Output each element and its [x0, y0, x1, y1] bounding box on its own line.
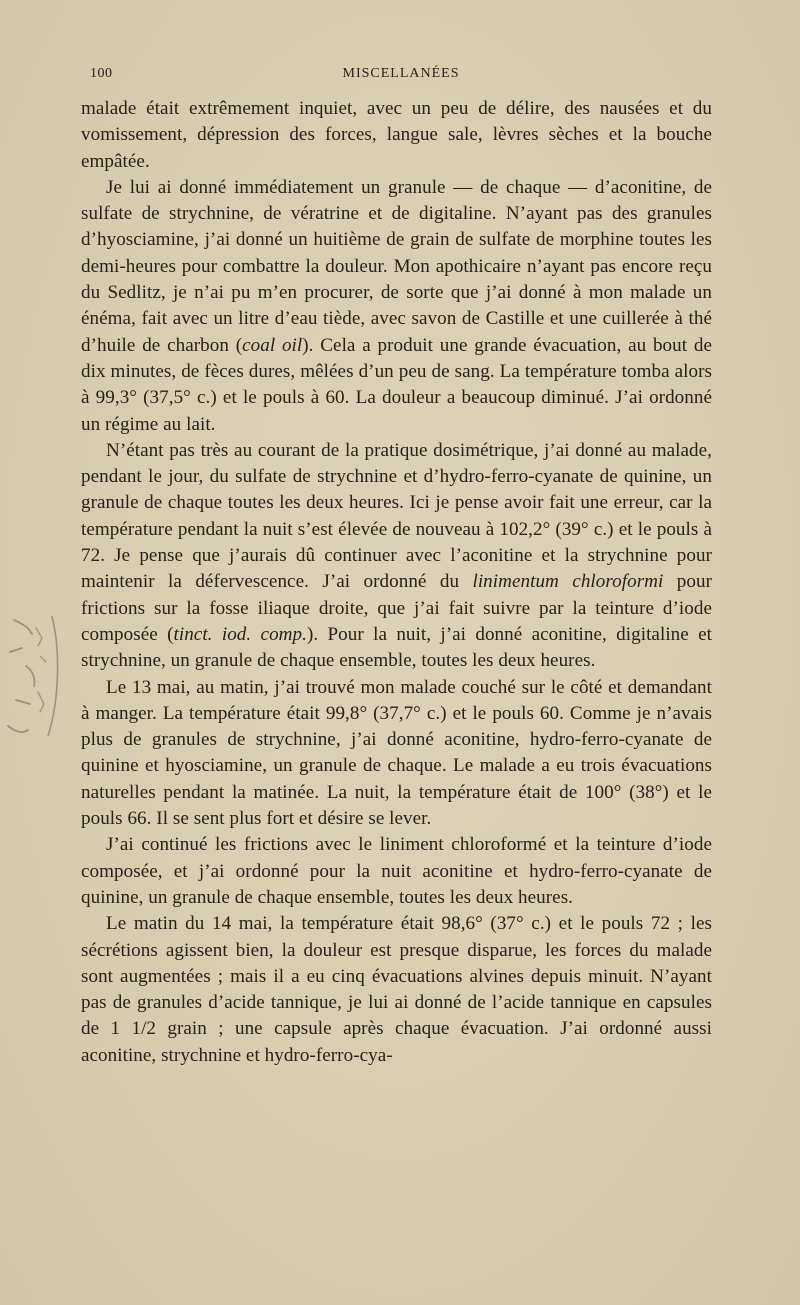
text-run: pour frictions sur la fosse iliaque droite, que j’ai fait suivre par la teinture d’iode composée ( — [81, 571, 712, 645]
paragraph — [81, 438, 712, 675]
paragraph — [81, 96, 712, 175]
text-run: ). Cela a produit une grande évacuation, au bout de dix minutes, de fèces dures, mêlées d’un peu de sang. La température tomba alors à 99,3° (37,5° c.) et le pouls à 60. La douleur a beaucoup diminué. J’ai ordonné un régime au lait. — [81, 334, 712, 435]
text-run: ). Pour la nuit, j’ai donné aconitine, digitaline et strychnine, un granule de chaque ensemble, toutes les deux heures. — [81, 623, 713, 672]
text-run: Le matin du 14 mai, la température était 98,6° (37° c.) et le pouls 72 ; les sécrétions agissent bien, la douleur est presque disparue, les forces du malade sont augmentées ; mais il a eu cinq évacuations alvines depuis minuit. N’ayant pas de granules d’acide tannique, je lui ai donné de l’acide tannique en capsules de 1 1/2 grain ; une capsule après chaque évacuation. J’ai ordonné aussi aconitine, strychnine et hydro-ferro-cya- — [81, 913, 712, 1066]
paragraph — [81, 832, 712, 911]
text-run: N’étant pas très au courant de la pratique dosimétrique, j’ai donné au malade, pendant le jour, du sulfate de strychnine et d’hydro-ferro-cyanate de quinine, un granule de chaque toutes les deux heures. Ici je pense avoir fait une erreur, car la température pendant la nuit s’est élevée de nouveau à 102,2° (39° c.) et le pouls à 72. Je pense que j’aurais dû continuer avec l’aconitine et la strychnine pour maintenir la défervescence. J’ai ordonné du — [81, 439, 712, 593]
running-head: MISCELLANÉES — [342, 66, 460, 81]
text-run: Je lui ai donné immédiatement un granule — de chaque — d’aconitine, de sulfate de strychnine, de vératrine et de digitaline. N’ayant pas des granules d’hyosciamine, j’ai donné un huitième de grain de sulfate de morphine toutes les demi-heures pour combattre la douleur. Mon apothicaire n’ayant pas encore reçu du Sedlitz, je n’ai pu m’en procurer, de sorte que j’ai donné à mon malade un énéma, fait avec un litre d’eau tiède, avec savon de Castille et une cuillerée à thé d’huile de charbon ( — [81, 176, 712, 356]
library-stamp-mark — [2, 608, 60, 743]
italic-phrase: linimentum chloroformi — [472, 571, 664, 593]
page-number: 100 — [90, 66, 113, 81]
paragraph — [81, 675, 712, 833]
text-run: malade était extrêmement inquiet, avec un peu de délire, des nausées et du vomissement, dépression des forces, langue sale, lèvres sèches et la bouche empâtée. — [81, 98, 712, 172]
paragraph — [81, 911, 712, 1069]
text-run: Le 13 mai, au matin, j’ai trouvé mon malade couché sur le côté et demandant à manger. La température était 99,8° (37,7° c.) et le pouls 60. Comme je n’avais plus de granules de strychnine, j’ai donné aconitine, hydro-ferro-cyanate de quinine et hyosciamine, un granule de chaque. Le malade a eu trois évacuations naturelles pendant la matinée. La nuit, la température était de 100° (38°) et le pouls 66. Il se sent plus fort et désire se lever. — [81, 676, 712, 830]
page-header — [90, 66, 712, 86]
body-text — [81, 96, 712, 1069]
italic-phrase: coal oil — [242, 334, 303, 356]
italic-phrase: tinct. iod. comp. — [173, 623, 307, 645]
paragraph — [81, 175, 712, 438]
text-run: J’ai continué les frictions avec le liniment chloroformé et la teinture d’iode composée, et j’ai ordonné pour la nuit aconitine et hydro-ferro-cyanate de quinine, un granule de chaque ensemble, toutes les deux heures. — [81, 834, 712, 908]
